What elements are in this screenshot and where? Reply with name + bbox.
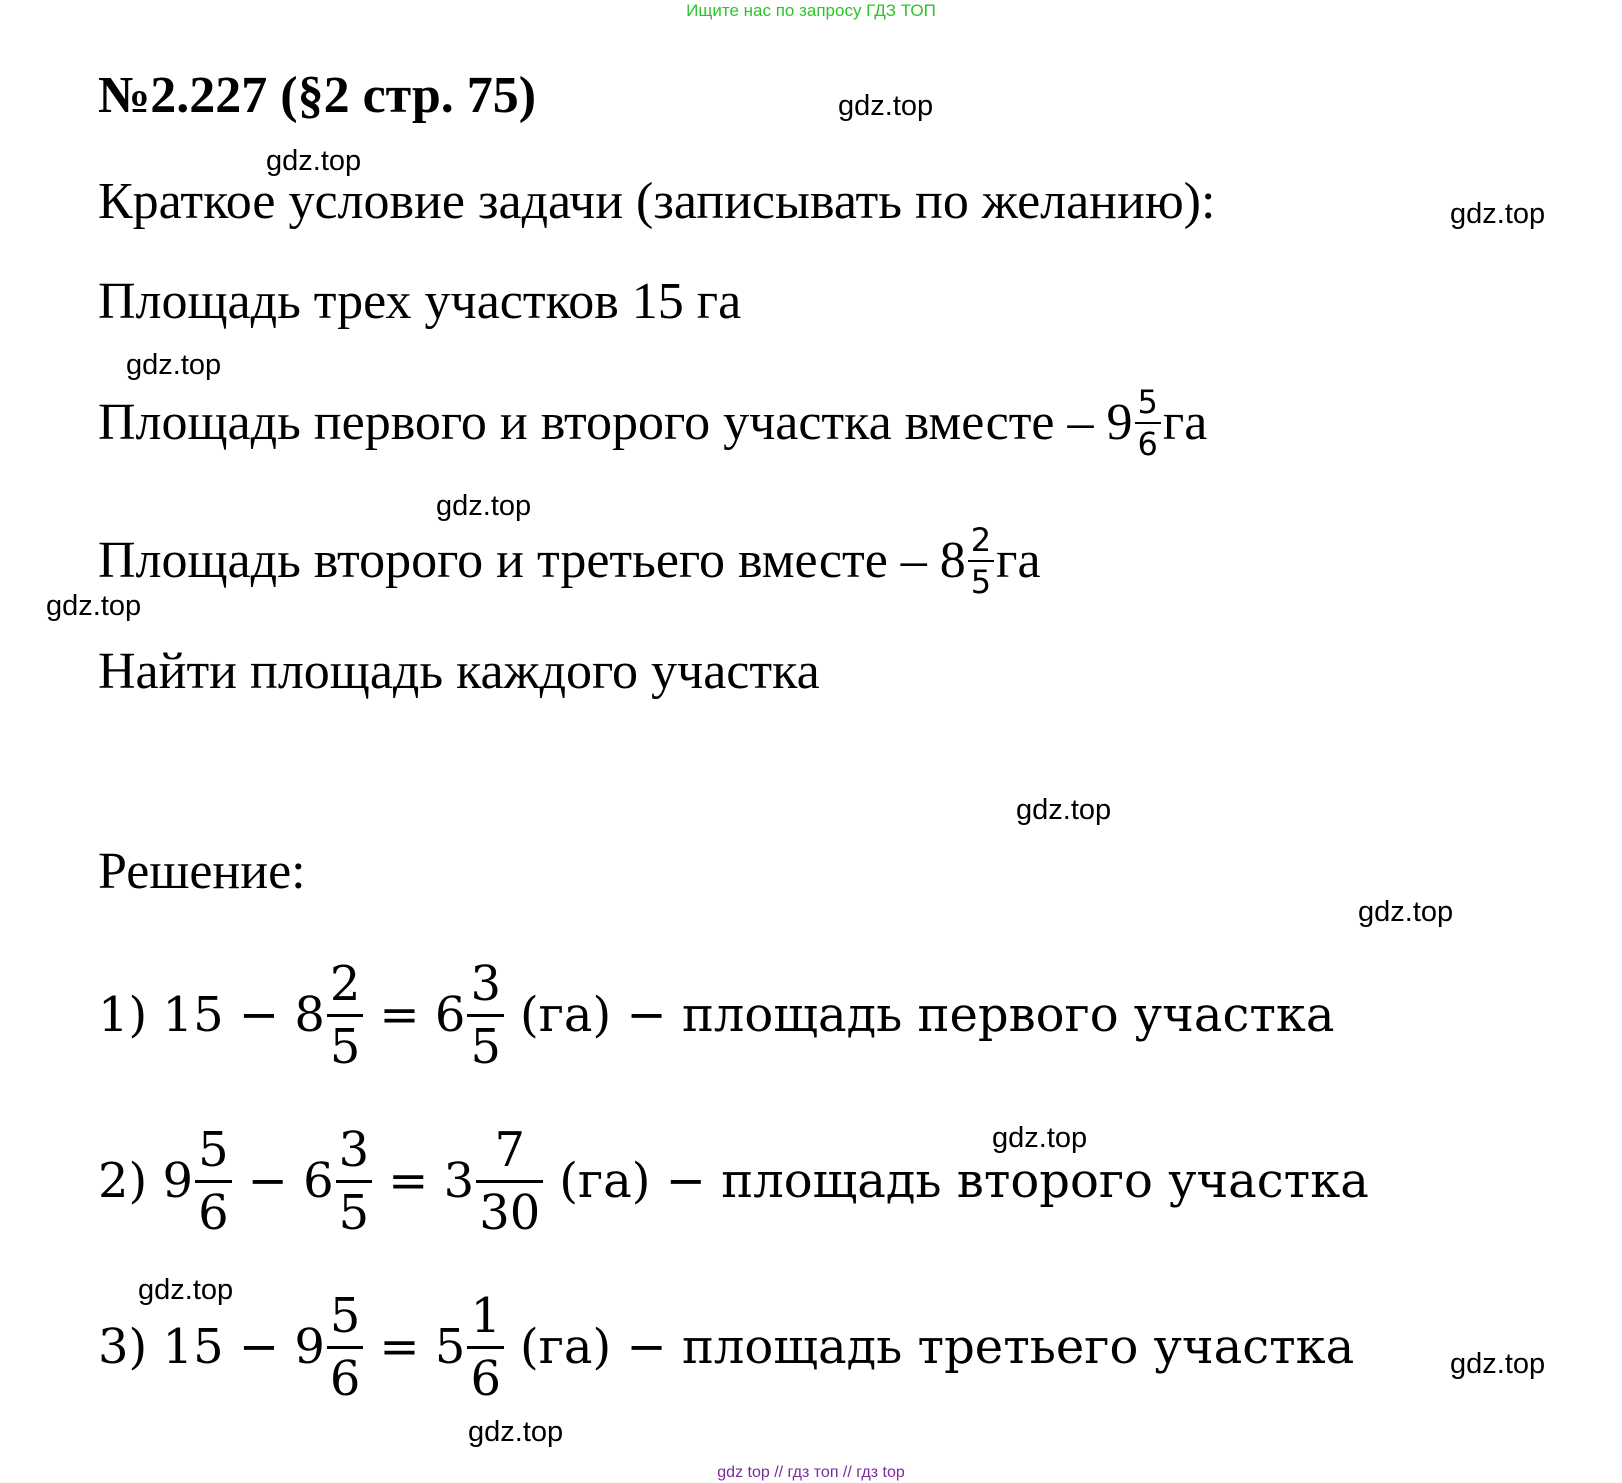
math-text: − 6 [247,1153,334,1209]
fraction-bar [327,1346,364,1349]
math-text: (га) − площадь второго участка [559,1153,1369,1209]
numerator: 2 [970,521,992,559]
fraction [327,1287,364,1407]
watermark: gdz.top [1358,896,1454,928]
math-text: 3) 15 − 9 [98,1319,325,1375]
denominator: 5 [329,1018,361,1075]
fraction-bar [467,1014,504,1017]
numerator: 3 [338,1121,370,1178]
fraction [336,1121,373,1241]
numerator: 5 [1137,383,1158,421]
numerator: 5 [329,1287,361,1344]
solution-step-2 [98,1121,1369,1241]
fraction-bar [195,1180,232,1183]
numerator: 2 [329,955,361,1012]
top-banner[interactable]: Ищите нас по запросу ГДЗ ТОП [686,1,936,20]
numerator: 5 [198,1121,229,1178]
condition-line-total-area: Площадь трех участков 15 га [98,273,742,330]
watermark: gdz.top [1450,1348,1546,1380]
fraction-bar [467,1346,504,1349]
fraction [327,955,364,1075]
math-text: = 5 [379,1319,466,1375]
watermark: gdz.top [1016,794,1112,826]
condition-text: Площадь второго и третьего вместе – 8 [98,532,966,589]
fraction [1135,383,1161,463]
fraction [195,1121,232,1241]
watermark: gdz.top [266,145,362,177]
fraction-bar [1135,422,1161,424]
numerator: 1 [470,1287,501,1344]
numerator: 3 [470,955,501,1012]
numerator: 7 [494,1121,525,1178]
math-text: 2) 9 [98,1153,194,1209]
watermark: gdz.top [468,1416,564,1448]
fraction-bar [336,1180,373,1183]
solution-step-1 [98,955,1335,1075]
footer-links[interactable]: gdz top // гдз топ // гдз top [717,1464,905,1481]
denominator: 6 [198,1184,229,1241]
fraction-bar [968,560,994,562]
unit: га [1162,394,1208,451]
fraction-bar [476,1180,543,1183]
condition-question: Найти площадь каждого участка [98,643,820,700]
denominator: 6 [470,1350,501,1407]
watermark: gdz.top [992,1122,1088,1154]
task-title: №2.227 (§2 стр. 75) [98,67,537,124]
denominator: 6 [329,1350,361,1407]
math-text: = 3 [388,1153,475,1209]
denominator: 5 [338,1184,370,1241]
condition-text: Площадь первого и второго участка вместе – 9 [98,394,1133,451]
watermark: gdz.top [138,1274,234,1306]
fraction-bar [327,1014,364,1017]
fraction [467,1287,504,1407]
condition-line-first-second [98,370,1207,476]
watermark: gdz.top [436,490,532,522]
watermark: gdz.top [46,590,142,622]
condition-heading: Краткое условие задачи (записывать по желанию): [98,173,1216,230]
fraction [467,955,504,1075]
fraction [476,1121,543,1241]
condition-line-second-third [98,508,1041,614]
unit: га [996,532,1041,589]
denominator: 30 [479,1184,541,1241]
watermark: gdz.top [126,349,222,381]
math-text: 1) 15 − 8 [98,987,325,1043]
watermark: gdz.top [1450,198,1546,230]
math-text: (га) − площадь первого участка [519,987,1335,1043]
watermark: gdz.top [838,90,934,122]
solution-heading: Решение: [98,843,306,900]
math-text: (га) − площадь третьего участка [519,1319,1355,1375]
denominator: 5 [970,563,992,601]
fraction [968,521,994,601]
math-text: = 6 [379,987,466,1043]
denominator: 6 [1137,425,1158,463]
denominator: 5 [470,1018,501,1075]
